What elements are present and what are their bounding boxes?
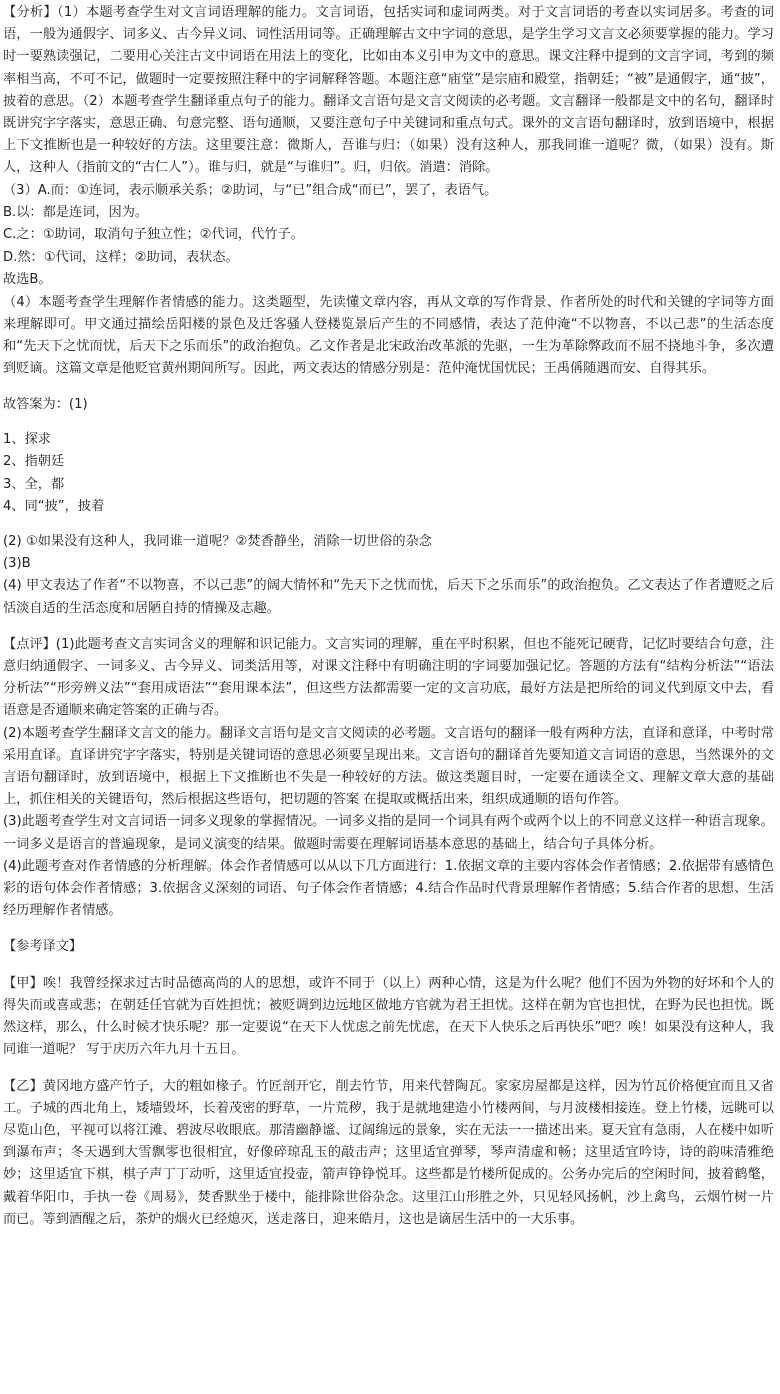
answer-item: 1、探求	[3, 431, 51, 447]
analysis-option-b: B.以：都是连词，因为。	[3, 205, 149, 221]
comment-paragraph-2: (2)本题考查学生翻译文言文的能力。翻译文言语句是文言文阅读的必考题。文言语句的翻译一般有两种方法，直译和意译，中考时常采用直译。直译讲究字字落实，特别是关键词语的意思必须要呈现出来。文言语句的翻译首先要知道文言词语的意思，当然课外的文言语句翻译时，放到语境中，根据上下文推断也不失是一种较好的方法。做这类题目时，一定要在通读全文、理解文章大意的基础上，抓住相关的关键语句，然后根据这些语句，把切题的答案 在提取或概括出来，组织成通顺的语句作答。	[3, 725, 774, 808]
comment-paragraph-1: 【点评】(1)此题考查文言实词含义的理解和识记能力。文言实词的理解，重在平时积累，但也不能死记硬背，记忆时要结合句意，注意归纳通假字、一词多义、古今异义、词类活用等，对课文注释中有明确注明的字词要加强记忆。答题的方法有“结构分析法”“语法分析法”“形旁辨义法”“套用成语法”“套用课本法”，但这些方法都需要一定的文言功底，最好方法是把所给的词义代到原文中去，看语意是否通顺来确定答案的正确与否。	[3, 636, 774, 719]
answer-item: 2、指朝廷	[3, 454, 65, 470]
analysis-paragraph: 【分析】（1）本题考查学生对文言词语理解的能力。文言词语，包括实词和虚词两类。对于文言词语的考查以实词居多。考查的词语，一般为通假字、词多义、古今异义词、词性活用词等。正确理解古文中字词的意思，是学生学习文言文必须要掌握的能力。学习时一要熟读强记，二要用心关注古文中词语在用法上的变化，比如由本义引申为文中的意思。课文注释中提到的文言字词，考到的频率相当高，不可不记，做题时一定要按照注释中的字词解释答题。本题注意“庙堂”是宗庙和殿堂，指朝廷；“被”是通假字，通“披”，披着的意思。（2）本题考查学生翻译重点句子的能力。翻译文言语句是文言文阅读的必考题。文言翻译一般都是文中的名句，翻译时既讲究字字落实，意思正确、句意完整、语句通顺，又要注意句子中关键词和重点句式。课外的文言语句翻译时，放到语境中，根据上下文推断也是一种较好的方法。这里要注意：微斯人，吾谁与归：（如果）没有这种人，那我同谁一道呢？微，（如果）没有。斯人，这种人（指前文的“古仁人”）。谁与归，就是“与谁归”。归，归依。消遣：消除。	[3, 5, 774, 176]
analysis-option-a: （3）A.而：①连词，表示顺承关系；②助词，与“已”组合成“而已”，罢了，表语气。	[3, 182, 498, 198]
comment-paragraph-3: (3)此题考查学生对文言词语一词多义现象的掌握情况。一词多义指的是同一个词具有两个或两个以上的不同意义这样一种语言现象。一词多义是语言的普遍现象，是词义演变的结果。做题时需要在理解词语基本意思的基础上，结合句子具体分析。	[3, 814, 774, 852]
analysis-choice: 故选B。	[3, 272, 52, 288]
analysis-option-c: C.之：①助词，取消句子独立性；②代词，代竹子。	[3, 227, 304, 243]
comment-paragraph-4: (4)此题考查对作者情感的分析理解。体会作者情感可以从以下几方面进行：1.依据文章的主要内容体会作者情感；2.依据带有感情色彩的语句体会作者情感；3.依据含义深刻的词语、句子体会作者情感；4.结合作品时代背景理解作者情感；5.结合作者的思想、生活经历理解作者情感。	[3, 858, 774, 919]
answer-q3: (3)B	[3, 555, 31, 571]
translation-jia: 【甲】唉！我曾经探求过古时品德高尚的人的思想，或许不同于（以上）两种心情，这是为什么呢？他们不因为外物的好坏和个人的得失而或喜或悲；在朝廷任官就为百姓担忧；被贬调到边远地区做地方官就为君王担忧。这样在朝为官也担忧，在野为民也担忧。既然这样，那么，什么时候才快乐呢？那一定要说“在天下人忧虑之前先忧虑，在天下人快乐之后再快乐”吧？唉！如果没有这种人，我同谁一道呢？ 写于庆历六年九月十五日。	[3, 975, 774, 1058]
analysis-paragraph-emotion: （4）本题考查学生理解作者情感的能力。这类题型，先读懂文章内容，再从文章的写作背景、作者所处的时代和关键的字词等方面来理解即可。甲文通过描绘岳阳楼的景色及迁客骚人登楼览景后产生的不同感情，表达了范仲淹“不以物喜，不以己悲”的生活态度和“先天下之忧而忧，后天下之乐而乐”的政治抱负。乙文作者是北宋政治改革派的先驱，一生为革除弊政而不屈不挠地斗争，多次遭到贬谪。这篇文章是他贬官黄州期间所写。因此，两文表达的情感分别是：范仲淹忧国忧民；王禹偁随遇而安、自得其乐。	[3, 294, 774, 377]
translation-heading: 【参考译文】	[3, 939, 83, 955]
answer-title: 故答案为：(1)	[3, 397, 88, 413]
answer-item: 4、同“披”，披着	[3, 499, 105, 515]
answer-item: 3、全，都	[3, 476, 65, 492]
answer-q2: (2) ①如果没有这种人，我同谁一道呢？②焚香静坐，消除一切世俗的杂念	[3, 533, 432, 549]
answer-q4: (4) 甲文表达了作者“不以物喜，不以己悲”的阔大情怀和“先天下之忧而忧，后天下之乐而乐”的政治抱负。乙文表达了作者遭贬之后恬淡自适的生活态度和居陋自持的情操及志趣。	[3, 578, 774, 616]
translation-yi: 【乙】黄冈地方盛产竹子，大的粗如椽子。竹匠剖开它，削去竹节，用来代替陶瓦。家家房屋都是这样，因为竹瓦价格便宜而且又省工。子城的西北角上，矮墙毁坏，长着茂密的野草，一片荒秽，我于是就地建造小竹楼两间，与月波楼相接连。登上竹楼，远眺可以尽览山色，平视可以将江滩、碧波尽收眼底。那清幽静谧、辽阔绵远的景象，实在无法一一描述出来。夏天宜有急雨，人在楼中如听到瀑布声；冬天遇到大雪飘零也很相宜，好像碎琼乱玉的敲击声；这里适宜弹琴，琴声清虚和畅；这里适宜吟诗，诗的韵味清雅绝妙；这里适宜下棋，棋子声丁丁动听，这里适宜投壶，箭声铮铮悦耳。这些都是竹楼所促成的。公务办完后的空闲时间，披着鹤氅，戴着华阳巾，手执一卷《周易》，焚香默坐于楼中，能排除世俗杂念。这里江山形胜之外，只见轻风扬帆，沙上禽鸟，云烟竹树一片而已。等到酒醒之后，茶炉的烟火已经熄灭，送走落日，迎来皓月，这也是谪居生活中的一大乐事。	[3, 1078, 774, 1227]
analysis-option-d: D.然：①代词，这样；②助词，表状态。	[3, 249, 239, 265]
